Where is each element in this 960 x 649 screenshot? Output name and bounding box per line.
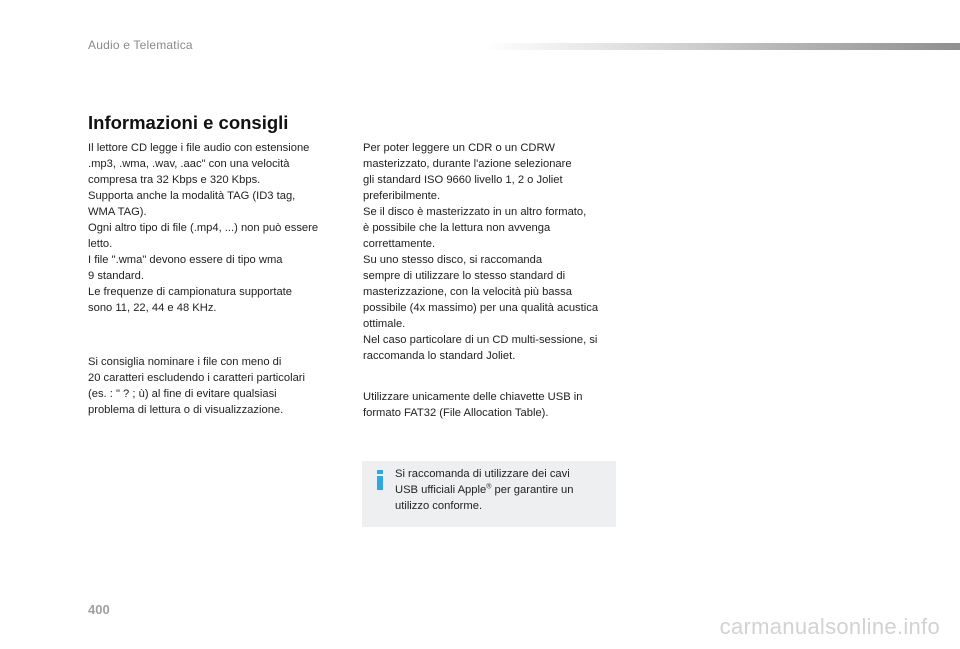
info-note-box	[362, 461, 616, 527]
header-decorative-bar	[484, 43, 960, 50]
right-paragraph-cdr-standards: Per poter leggere un CDR o un CDRW masterizzato, durante l'azione selezionare gli standard ISO 9660 livello 1, 2 o Joliet preferibilmente. Se il disco è masterizzato in un altro formato, è possibile che la lettura non avvenga correttamente. Su uno stesso disco, si raccomanda sempre di utilizzare lo stesso standard di masterizzazione, con la velocità più bassa possibile (4x massimo) per una qualità acustica ottimale. Nel caso particolare di un CD multi-sessione, si raccomanda lo standard Joliet.	[363, 142, 599, 362]
info-icon	[376, 470, 384, 490]
note-line-1: Si raccomanda di utilizzare dei cavi	[395, 468, 570, 480]
header-section-title: Audio e Telematica	[88, 38, 193, 52]
note-line-2-start: USB ufficiali Apple	[395, 484, 487, 496]
note-line-3: utilizzo conforme.	[395, 500, 483, 512]
info-note-text	[395, 466, 610, 514]
page-number: 400	[88, 602, 110, 617]
note-line-2-end: per garantire un	[491, 484, 574, 496]
registered-mark: ®	[486, 483, 492, 491]
right-paragraph-usb-format: Utilizzare unicamente delle chiavette USB in formato FAT32 (File Allocation Table).	[363, 391, 583, 419]
left-paragraph-cd-formats: Il lettore CD legge i file audio con estensione .mp3, .wma, .wav, .aac" con una velocità compresa tra 32 Kbps e 320 Kbps. Supporta anche la modalità TAG (ID3 tag, WMA TAG). Ogni altro tipo di file (.mp4, ...) non può essere letto. I file ".wma" devono essere di tipo wma 9 standard. Le frequenze di campionatura supportate sono 11, 22, 44 e 48 KHz.	[88, 142, 319, 314]
watermark: carmanualsonline.info	[719, 614, 940, 639]
section-heading: Informazioni e consigli	[88, 112, 289, 133]
left-paragraph-file-naming: Si consiglia nominare i file con meno di 20 caratteri escludendo i caratteri particolari (es. : " ? ; ù) al fine di evitare qualsiasi problema di lettura o di visualizzazione.	[88, 356, 306, 416]
